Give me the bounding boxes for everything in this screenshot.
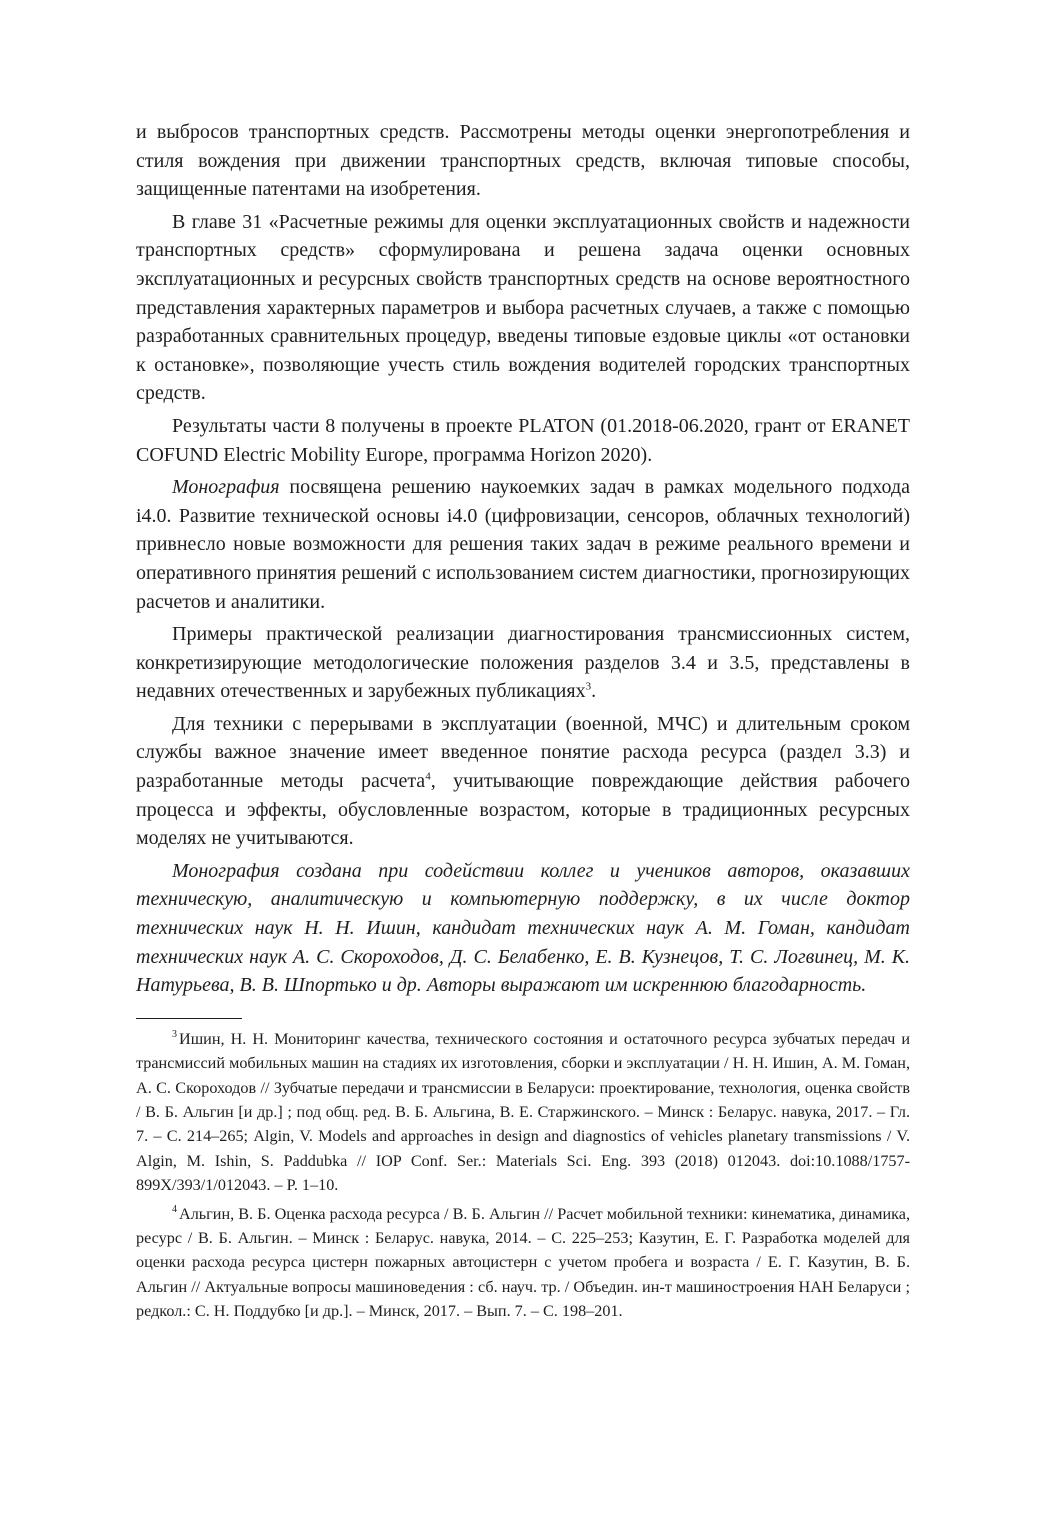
paragraph-text: посвящена решению наукоемких задач в рамках модельного подхода i4.0. Развитие технической основы i4.0 (цифровизации, сенсоров, облачных технологий) привнесло новые возможности для решения таких задач в режиме реального времени и оперативного принятия решений с использованием систем диагностики, прогнозирующих расчетов и аналитики. [136,476,910,613]
paragraph-text: Монография создана при содействии коллег и учеников авторов, оказавших техническую, аналитическую и компьютерную поддержку, в их числе доктор технических наук Н. Н. Ишин, кандидат технических наук А. М. Гоман, кандидат технических наук А. С. Скороходов, Д. С. Белабенко, Е. В. Кузнецов, Т. С. Логвинец, М. К. Натурьева, В. В. Шпортько и др. Авторы выражают им искреннюю благодарность. [136,859,910,997]
footnote-divider [136,1018,242,1019]
paragraph-monograph-purpose [136,473,910,616]
italic-lead-word: Монография [172,476,280,499]
paragraph-text: Для техники с перерывами в эксплуатации (военной, МЧС) и длительным сроком службы важное значение имеет введенное понятие расхода ресурса (раздел 3.3) и разработанные методы расчета [136,712,910,793]
paragraph-chapter-31 [136,208,910,408]
paragraph-platon-project [136,412,910,469]
paragraph-continuation [136,118,910,204]
footnote-3 [136,1027,910,1198]
footnote-4 [136,1202,910,1324]
footnote-ref-3[interactable]: 3 [585,680,592,693]
footnote-mark: 4 [172,1204,177,1216]
paragraph-diagnostics-examples [136,620,910,706]
paragraph-text: В главе 31 «Расчетные режимы для оценки эксплуатационных свойств и надежности транспортных средств» сформулирована и решена задача оценки основных эксплуатационных и ресурсных свойств транспортных средств на основе вероятностного представления характерных параметров и выбора расчетных случаев, а также с помощью разработанных сравнительных процедур, введены типовые ездовые циклы «от остановки к остановке», позволяющие учесть стиль вождения водителей городских транспортных средств. [136,210,910,405]
paragraph-text: и выбросов транспортных средств. Рассмотрены методы оценки энергопотребления и стиля вождения при движении транспортных средств, включая типовые способы, защищенные патентами на изобретения. [136,121,910,201]
paragraph-text: Результаты части 8 получены в проекте PLATON (01.2018-06.2020, грант от ERANET COFUND Electric Mobility Europe, программа Horizon 2020). [136,414,910,466]
footnote-text: Ишин, Н. Н. Мониторинг качества, технического состояния и остаточного ресурса зубчатых передач и трансмиссий мобильных машин на стадиях их изготовления, сборки и эксплуатации / Н. Н. Ишин, А. М. Гоман, А. С. Скороходов // Зубчатые передачи и трансмиссии в Беларуси: проектирование, технология, оценка свойств / В. Б. Альгин [и др.] ; под общ. ред. В. Б. Альгина, В. Е. Старжинского. – Минск : Беларус. навука, 2017. – Гл. 7. – С. 214–265; Algin, V. Models and approaches in design and diagnostics of vehicles planetary transmissions / V. Algin, M. Ishin, S. Paddubka // IOP Conf. Ser.: Materials Sci. Eng. 393 (2018) 012043. doi:10.1088/1757-899X/393/1/012043. – P. 1–10. [136,1029,910,1195]
paragraph-tail: . [591,680,597,703]
paragraph-acknowledgements [136,857,910,1000]
paragraph-resource-consumption [136,710,910,853]
paragraph-tail: , учитывающие повреждающие действия рабочего процесса и эффекты, обусловленные возрастом, которые в традиционных ресурсных моделях не учитываются. [136,770,910,850]
footnote-ref-4[interactable]: 4 [425,770,431,783]
paragraph-text: Примеры практической реализации диагностирования трансмиссионных систем, конкретизирующие методологические положения разделов 3.4 и 3.5, представлены в недавних отечественных и зарубежных публикациях [136,623,910,703]
footnote-mark: 3 [172,1029,177,1041]
footnote-text: Альгин, В. Б. Оценка расхода ресурса / В. Б. Альгин // Расчет мобильной техники: кинематика, динамика, ресурс / В. Б. Альгин. – Минск : Беларус. навука, 2014. – С. 225–253; Казутин, Е. Г. Разработка моделей для оценки расхода ресурса цистерн пожарных автоцистерн с учетом пробега и возраста / Е. Г. Казутин, В. Б. Альгин // Актуальные вопросы машиноведения : сб. науч. тр. / Объедин. ин-т машиностроения НАН Беларуси ; редкол.: С. Н. Поддубко [и др.]. – Минск, 2017. – Вып. 7. – С. 198–201. [136,1204,910,1321]
page-body [136,118,910,1328]
